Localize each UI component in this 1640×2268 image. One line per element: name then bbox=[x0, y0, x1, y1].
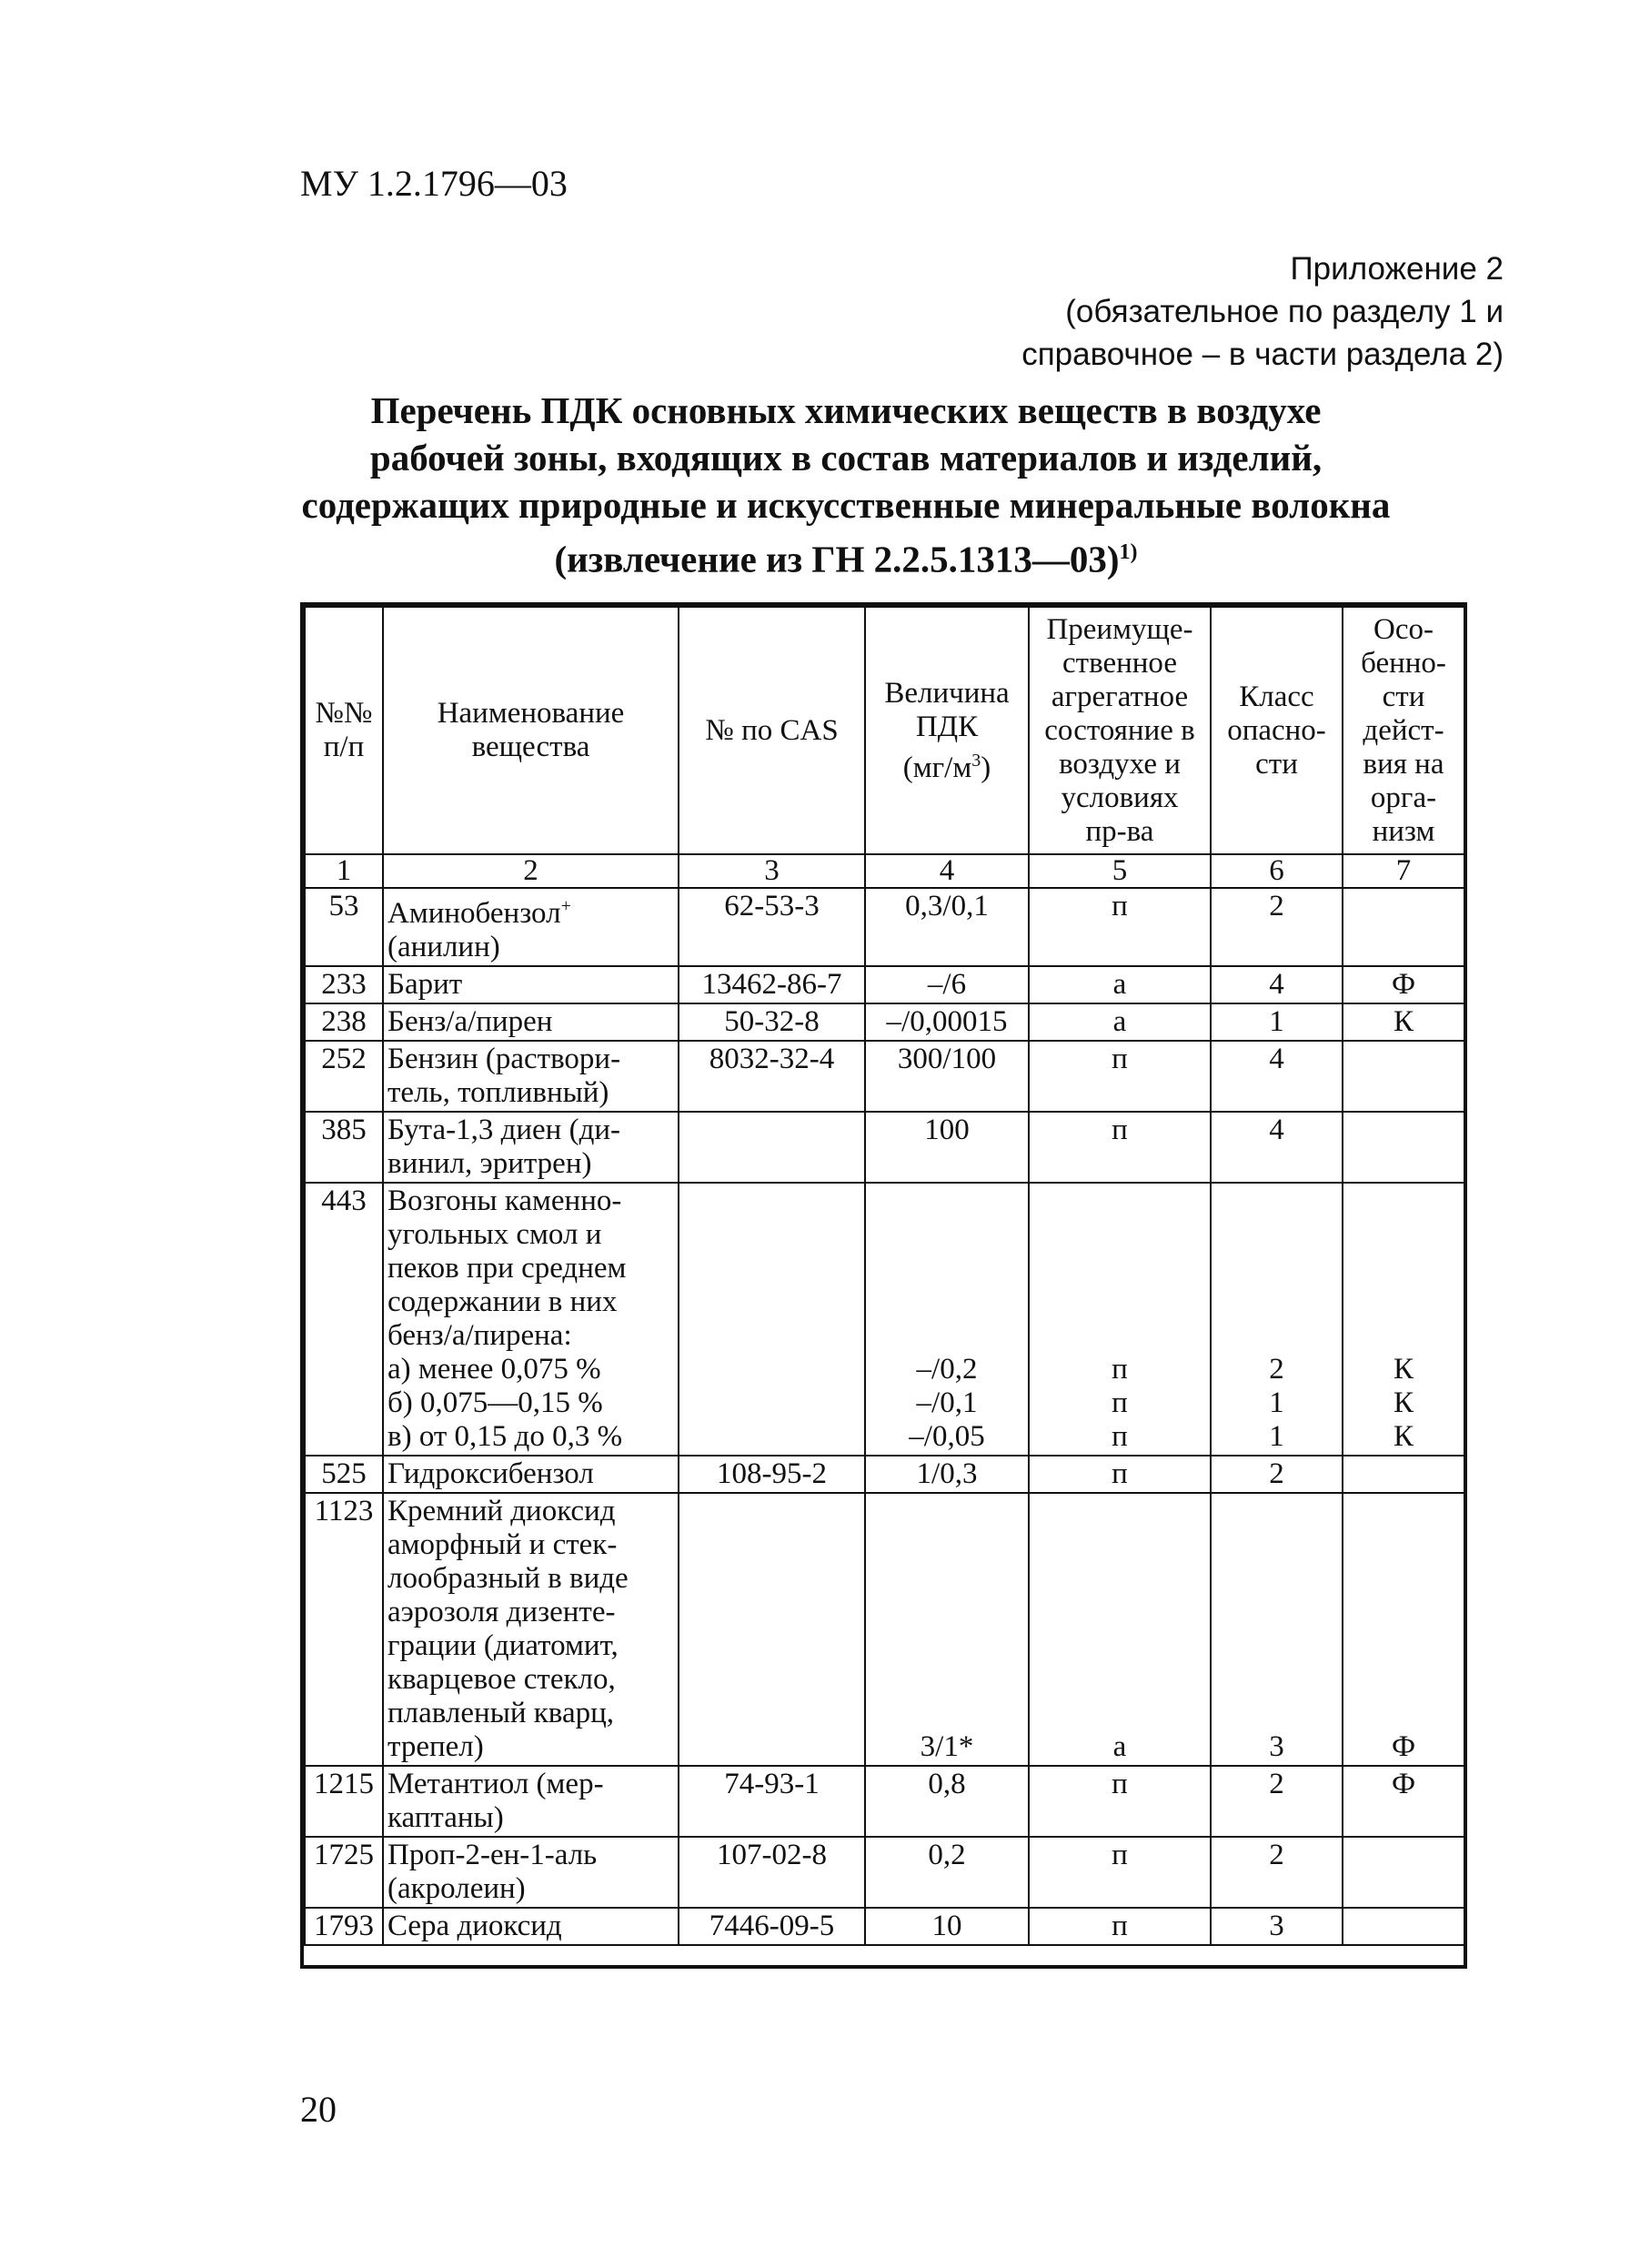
row-name-line: пеков при среднем bbox=[387, 1252, 627, 1285]
row-class: 2 bbox=[1211, 888, 1343, 966]
row-class: 3 bbox=[1211, 1493, 1343, 1766]
header-effect-line: орга- bbox=[1370, 781, 1437, 814]
row-effect bbox=[1343, 888, 1464, 966]
row-name: Бенз/а/пирен bbox=[383, 1003, 679, 1041]
row-pdk: 3/1* bbox=[865, 1493, 1029, 1766]
row-pdk: 0,3/0,1 bbox=[865, 888, 1029, 966]
header-class-line: сти bbox=[1255, 747, 1298, 781]
row-pdk: 0,2 bbox=[865, 1837, 1029, 1908]
table-row bbox=[305, 1837, 1464, 1908]
header-effect-line: низм bbox=[1372, 814, 1435, 848]
header-name-line: вещества bbox=[471, 731, 590, 763]
row-name bbox=[383, 888, 679, 966]
table-row bbox=[305, 1493, 1464, 1766]
row-name: Сера диоксид bbox=[383, 1908, 679, 1945]
row-name-line: трепел) bbox=[387, 1730, 484, 1763]
header-pdk-unit-text: (мг/м bbox=[902, 751, 972, 784]
appendix-line: (обязательное по разделу 1 и bbox=[1065, 294, 1504, 329]
row-effect: Ф bbox=[1343, 1766, 1464, 1837]
row-class-value: 1 bbox=[1269, 1386, 1284, 1419]
row-num: 238 bbox=[305, 1003, 383, 1041]
row-name-sup: + bbox=[560, 896, 571, 916]
row-num: 1725 bbox=[305, 1837, 383, 1908]
row-class: 3 bbox=[1211, 1908, 1343, 1945]
table-row bbox=[305, 1766, 1464, 1837]
page-number: 20 bbox=[300, 2089, 337, 2130]
row-name: Гидроксибензол bbox=[383, 1456, 679, 1493]
row-effect-value: К bbox=[1393, 1386, 1414, 1419]
header-state-line: ственное bbox=[1062, 646, 1177, 680]
row-class: 1 bbox=[1211, 1003, 1343, 1041]
row-effect-value: К bbox=[1393, 1420, 1414, 1453]
title-line: содержащих природные и искусственные минеральные волокна bbox=[301, 484, 1391, 526]
header-effect bbox=[1343, 607, 1464, 854]
row-cas bbox=[679, 1183, 865, 1456]
row-num: 53 bbox=[305, 888, 383, 966]
header-num-line: №№ bbox=[315, 697, 373, 730]
row-cas bbox=[679, 1493, 865, 1766]
row-cas: 8032-32-4 bbox=[679, 1041, 865, 1112]
table-row bbox=[305, 1183, 1464, 1456]
row-effect-value: К bbox=[1393, 1353, 1414, 1386]
header-state bbox=[1029, 607, 1211, 854]
row-name-line: Метантиол (мер- bbox=[387, 1768, 604, 1800]
header-num bbox=[305, 607, 383, 854]
row-name-line: (анилин) bbox=[387, 931, 500, 963]
row-class: 2 bbox=[1211, 1456, 1343, 1493]
column-number: 1 bbox=[305, 854, 383, 888]
title-line bbox=[273, 529, 1419, 583]
row-name-line bbox=[387, 890, 674, 931]
row-name bbox=[383, 1837, 679, 1908]
row-num: 385 bbox=[305, 1112, 383, 1183]
row-cas: 7446-09-5 bbox=[679, 1908, 865, 1945]
row-pdk bbox=[865, 1183, 1029, 1456]
column-number: 3 bbox=[679, 854, 865, 888]
header-class-line: Класс bbox=[1239, 680, 1314, 713]
row-pdk: –/6 bbox=[865, 966, 1029, 1003]
column-number: 4 bbox=[865, 854, 1029, 888]
row-class: 2 bbox=[1211, 1766, 1343, 1837]
row-cas bbox=[679, 1112, 865, 1183]
header-effect-line: вия на bbox=[1363, 747, 1444, 781]
row-class-value: 1 bbox=[1269, 1420, 1284, 1453]
row-effect: К bbox=[1343, 1003, 1464, 1041]
table-header-row bbox=[305, 607, 1464, 854]
row-pdk: 0,8 bbox=[865, 1766, 1029, 1837]
row-name-line: угольных смол и bbox=[387, 1218, 602, 1251]
row-name-line: плавленый кварц, bbox=[387, 1697, 615, 1729]
row-state: п bbox=[1029, 1837, 1211, 1908]
row-state-value: п bbox=[1112, 1386, 1128, 1419]
row-name-line: Бензин (раствори- bbox=[387, 1043, 621, 1075]
header-state-line: состояние в bbox=[1044, 713, 1195, 747]
header-name bbox=[383, 607, 679, 854]
row-name-line: кварцевое стекло, bbox=[387, 1663, 616, 1696]
row-class: 2 bbox=[1211, 1837, 1343, 1908]
title-line: Перечень ПДК основных химических веществ в воздухе bbox=[370, 389, 1322, 431]
row-num: 1123 bbox=[305, 1493, 383, 1766]
row-name bbox=[383, 1183, 679, 1456]
row-pdk: 1/0,3 bbox=[865, 1456, 1029, 1493]
title-footnote-mark: 1) bbox=[1119, 540, 1138, 564]
row-state: а bbox=[1029, 1493, 1211, 1766]
header-effect-line: Осо- bbox=[1373, 612, 1434, 646]
row-class: 4 bbox=[1211, 966, 1343, 1003]
header-name-line: Наименование bbox=[437, 697, 625, 730]
row-name-line: бенз/а/пирена: bbox=[387, 1319, 572, 1352]
table-row bbox=[305, 1908, 1464, 1945]
document-code: МУ 1.2.1796—03 bbox=[300, 163, 568, 204]
header-pdk bbox=[865, 607, 1029, 854]
header-effect-line: бенно- bbox=[1361, 646, 1446, 680]
row-pdk: 10 bbox=[865, 1908, 1029, 1945]
row-class: 4 bbox=[1211, 1041, 1343, 1112]
header-pdk-unit-exp: 3 bbox=[971, 750, 981, 771]
row-effect bbox=[1343, 1183, 1464, 1456]
header-pdk-unit bbox=[870, 744, 1024, 785]
row-name-line: Возгоны каменно- bbox=[387, 1184, 622, 1217]
header-pdk-unit-close: ) bbox=[981, 751, 991, 784]
row-class-value: 2 bbox=[1269, 1353, 1284, 1386]
row-effect bbox=[1343, 1456, 1464, 1493]
header-class-line: опасно- bbox=[1227, 713, 1326, 747]
title-line: рабочей зоны, входящих в состав материалов и изделий, bbox=[369, 437, 1323, 479]
row-num: 1215 bbox=[305, 1766, 383, 1837]
row-state: п bbox=[1029, 1041, 1211, 1112]
row-name-line: Бута-1,3 диен (ди- bbox=[387, 1114, 621, 1146]
row-state: а bbox=[1029, 966, 1211, 1003]
header-state-line: пр-ва bbox=[1085, 814, 1154, 848]
appendix-line: Приложение 2 bbox=[1290, 251, 1504, 287]
row-name-line: содержании в них bbox=[387, 1285, 618, 1318]
row-cas: 108-95-2 bbox=[679, 1456, 865, 1493]
row-effect bbox=[1343, 1041, 1464, 1112]
table-row bbox=[305, 1003, 1464, 1041]
row-num: 233 bbox=[305, 966, 383, 1003]
row-name bbox=[383, 1493, 679, 1766]
row-name-text: Аминобензол bbox=[387, 897, 561, 930]
row-effect bbox=[1343, 1112, 1464, 1183]
header-pdk-line: ПДК bbox=[915, 710, 979, 743]
row-name-line: Кремний диоксид bbox=[387, 1495, 616, 1527]
row-name bbox=[383, 1766, 679, 1837]
row-state: п bbox=[1029, 888, 1211, 966]
title-line-text: (извлечение из ГН 2.2.5.1313—03) bbox=[554, 538, 1120, 580]
table-row bbox=[305, 1456, 1464, 1493]
row-num: 1793 bbox=[305, 1908, 383, 1945]
header-class bbox=[1211, 607, 1343, 854]
pdk-table bbox=[304, 606, 1465, 1946]
column-number: 2 bbox=[383, 854, 679, 888]
header-effect-line: дейст- bbox=[1363, 713, 1444, 747]
row-num: 525 bbox=[305, 1456, 383, 1493]
row-name-line: каптаны) bbox=[387, 1801, 504, 1834]
row-state: п bbox=[1029, 1766, 1211, 1837]
row-cas: 74-93-1 bbox=[679, 1766, 865, 1837]
row-name-line: тель, топливный) bbox=[387, 1076, 609, 1109]
row-effect bbox=[1343, 1837, 1464, 1908]
row-effect: Ф bbox=[1343, 966, 1464, 1003]
row-num: 443 bbox=[305, 1183, 383, 1456]
column-number: 6 bbox=[1211, 854, 1343, 888]
header-state-line: воздухе и bbox=[1059, 747, 1181, 781]
row-name-line: винил, эритрен) bbox=[387, 1147, 592, 1180]
row-pdk: 300/100 bbox=[865, 1041, 1029, 1112]
row-state: п bbox=[1029, 1456, 1211, 1493]
row-cas: 62-53-3 bbox=[679, 888, 865, 966]
header-pdk-line: Величина bbox=[884, 676, 1010, 710]
row-name bbox=[383, 1041, 679, 1112]
pdk-table-frame bbox=[300, 602, 1467, 1969]
row-state: п bbox=[1029, 1908, 1211, 1945]
header-state-line: агрегатное bbox=[1051, 680, 1189, 713]
row-name-line: в) от 0,15 до 0,3 % bbox=[387, 1420, 623, 1453]
row-state-value: п bbox=[1112, 1420, 1128, 1453]
row-name-line: аморфный и стек- bbox=[387, 1528, 618, 1561]
header-num-line: п/п bbox=[323, 731, 365, 763]
row-class bbox=[1211, 1183, 1343, 1456]
row-state bbox=[1029, 1183, 1211, 1456]
row-pdk-value: –/0,1 bbox=[916, 1386, 978, 1419]
row-pdk-value: –/0,2 bbox=[916, 1353, 978, 1386]
column-number-row bbox=[305, 854, 1464, 888]
header-state-line: Преимуще- bbox=[1046, 612, 1193, 646]
row-num: 252 bbox=[305, 1041, 383, 1112]
column-number: 7 bbox=[1343, 854, 1464, 888]
appendix-line: справочное – в части раздела 2) bbox=[1021, 337, 1504, 372]
row-state: а bbox=[1029, 1003, 1211, 1041]
row-effect: Ф bbox=[1343, 1493, 1464, 1766]
appendix-note bbox=[1021, 247, 1504, 376]
row-name-line: грации (диатомит, bbox=[387, 1629, 619, 1662]
header-state-line: условиях bbox=[1061, 781, 1179, 814]
table-row bbox=[305, 966, 1464, 1003]
table-row bbox=[305, 888, 1464, 966]
row-name-line: (акролеин) bbox=[387, 1872, 526, 1905]
header-cas: № по CAS bbox=[679, 607, 865, 854]
row-name-line: б) 0,075—0,15 % bbox=[387, 1386, 603, 1419]
row-state-value: п bbox=[1112, 1353, 1128, 1386]
row-name-line: лообразный в виде bbox=[387, 1562, 629, 1595]
page-title bbox=[273, 387, 1419, 583]
row-name-line: а) менее 0,075 % bbox=[387, 1353, 601, 1386]
row-name-line: Проп-2-ен-1-аль bbox=[387, 1839, 598, 1871]
row-cas: 107-02-8 bbox=[679, 1837, 865, 1908]
row-cas: 13462-86-7 bbox=[679, 966, 865, 1003]
row-pdk: –/0,00015 bbox=[865, 1003, 1029, 1041]
column-number: 5 bbox=[1029, 854, 1211, 888]
row-pdk: 100 bbox=[865, 1112, 1029, 1183]
row-name-line: аэрозоля дизенте- bbox=[387, 1596, 616, 1628]
table-row bbox=[305, 1112, 1464, 1183]
row-effect bbox=[1343, 1908, 1464, 1945]
row-pdk-value: –/0,05 bbox=[909, 1420, 985, 1453]
row-cas: 50-32-8 bbox=[679, 1003, 865, 1041]
table-row bbox=[305, 1041, 1464, 1112]
row-name bbox=[383, 1112, 679, 1183]
header-effect-line: сти bbox=[1382, 680, 1425, 713]
row-state: п bbox=[1029, 1112, 1211, 1183]
row-name: Барит bbox=[383, 966, 679, 1003]
row-class: 4 bbox=[1211, 1112, 1343, 1183]
